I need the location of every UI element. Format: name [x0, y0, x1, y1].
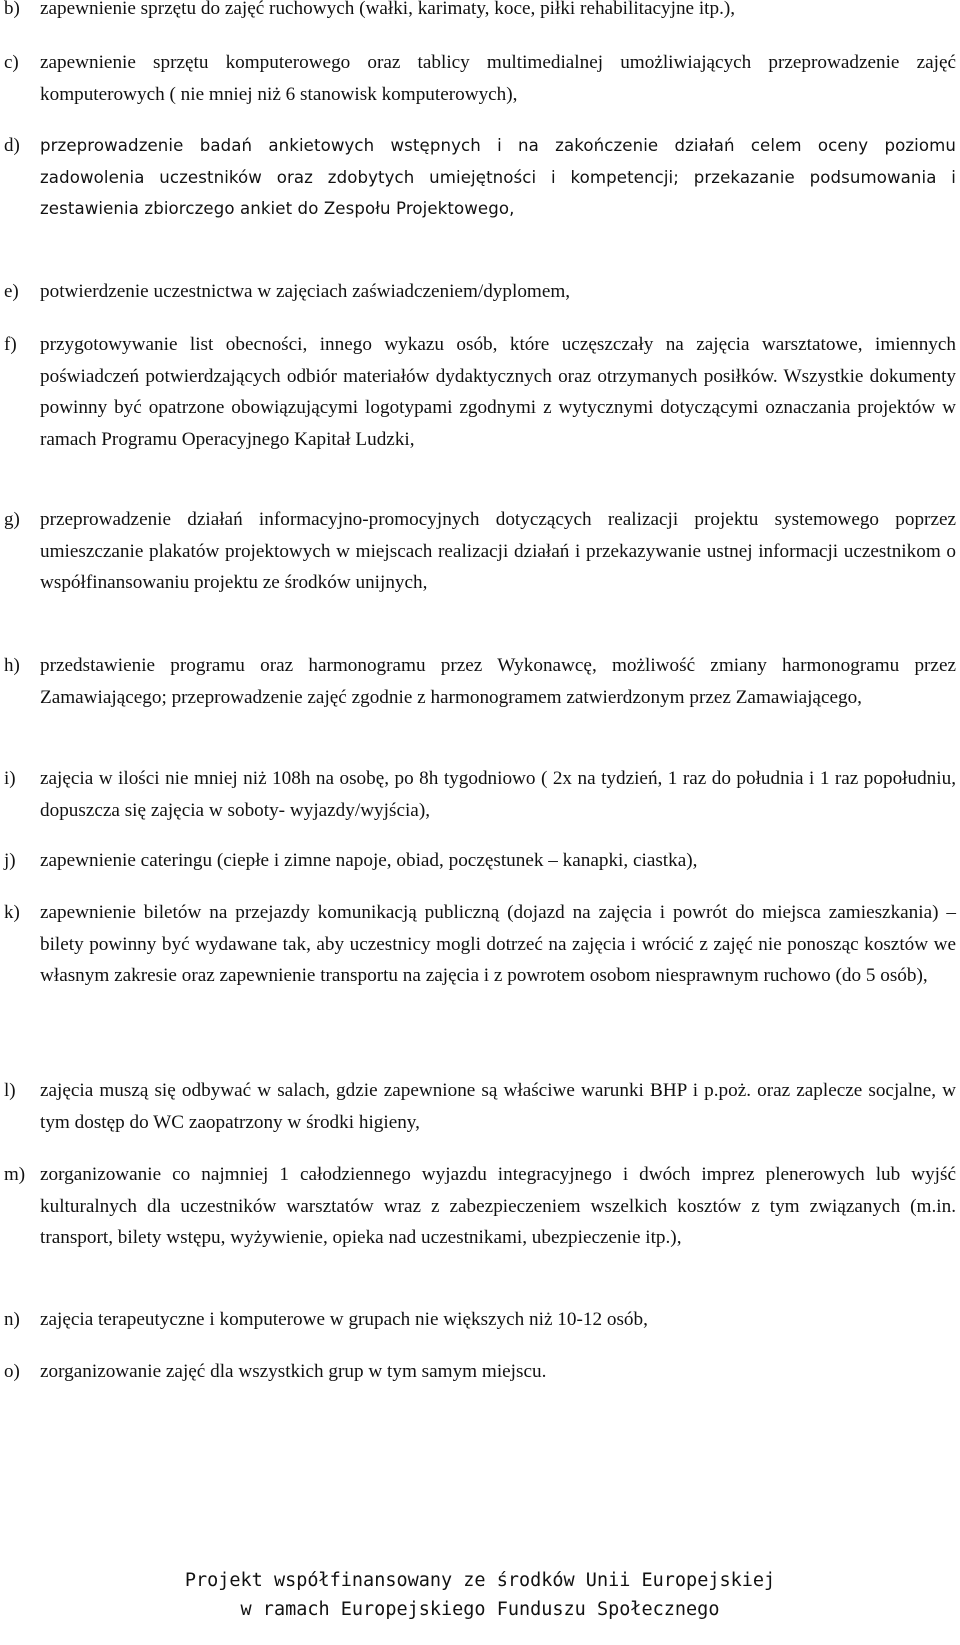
list-item-j: [4, 845, 956, 877]
list-item-text: zorganizowanie zajęć dla wszystkich grup w tym samym miejscu.: [40, 1361, 547, 1382]
list-marker: l): [4, 1080, 16, 1101]
list-item-f: [4, 329, 956, 455]
list-item-text: zorganizowanie co najmniej 1 całodziennego wyjazdu integracyjnego i dwóch imprez plenerowych lub wyjść kulturalnych dla uczestników warsztatów wraz z zabezpieczeniem wszelkich kosztów z tym związanych (m.in. transport, bilety wstępu, wyżywienie, opieka nad uczestnikami, ubezpieczenie itp.),: [40, 1164, 956, 1248]
list-marker: n): [4, 1309, 20, 1330]
list-item-o: [4, 1356, 956, 1388]
list-marker: b): [4, 0, 20, 19]
list-marker: c): [4, 52, 19, 73]
list-marker: d): [4, 135, 20, 156]
list-item-k: [4, 897, 956, 992]
list-marker: k): [4, 902, 20, 923]
list-item-text: zapewnienie sprzętu do zajęć ruchowych (wałki, karimaty, koce, piłki rehabilitacyjne itp.),: [40, 0, 736, 19]
list-marker: h): [4, 655, 20, 676]
list-item-text: zajęcia muszą się odbywać w salach, gdzie zapewnione są właściwe warunki BHP i p.poż. oraz zaplecze socjalne, w tym dostęp do WC zaopatrzony w środki higieny,: [40, 1080, 956, 1133]
list-item-b: [4, 0, 956, 25]
list-marker: m): [4, 1164, 26, 1185]
list-item-text: zapewnienie sprzętu komputerowego oraz tablicy multimedialnej umożliwiających przeprowadzenie zajęć komputerowych ( nie mniej niż 6 stanowisk komputerowych),: [40, 52, 956, 105]
list-marker: f): [4, 334, 17, 355]
list-marker: j): [4, 850, 16, 871]
list-item-l: [4, 1075, 956, 1138]
list-item-text: przygotowywanie list obecności, innego wykazu osób, które uczęszczały na zajęcia warsztatowe, imiennych poświadczeń potwierdzających odbiór materiałów dydaktycznych oraz otrzymanych posiłków. Wszystkie dokumenty powinny być opatrzone obowiązującymi logotypami zgodnymi z wytycznymi dotyczącymi oznaczania projektów w ramach Programu Operacyjnego Kapitał Ludzki,: [40, 334, 956, 450]
list-item-text: zajęcia w ilości nie mniej niż 108h na osobę, po 8h tygodniowo ( 2x na tydzień, 1 raz do południa i 1 raz popołudniu, dopuszcza się zajęcia w soboty- wyjazdy/wyjścia),: [40, 768, 956, 821]
list-item-g: [4, 504, 956, 599]
list-item-h: [4, 650, 956, 713]
list-item-text: przeprowadzenie działań informacyjno-promocyjnych dotyczących realizacji projektu systemowego poprzez umieszczanie plakatów projektowych w miejscach realizacji działań i przekazywanie ustnej informacji uczestnikom o współfinansowaniu projektu ze środków unijnych,: [40, 509, 956, 593]
footer-line-1: Projekt współfinansowany ze środków Unii Europejskiej: [184, 1570, 776, 1591]
list-marker: i): [4, 768, 16, 789]
list-item-m: [4, 1159, 956, 1254]
page-footer: [0, 1566, 960, 1624]
list-item-n: [4, 1304, 956, 1336]
list-item-i: [4, 763, 956, 826]
list-item-e: [4, 276, 956, 308]
list-marker: g): [4, 509, 20, 530]
list-item-c: [4, 47, 956, 110]
footer-line-2: w ramach Europejskiego Funduszu Społecznego: [240, 1599, 720, 1620]
list-marker: o): [4, 1361, 20, 1382]
list-item-text: zapewnienie cateringu (ciepłe i zimne napoje, obiad, poczęstunek – kanapki, ciastka),: [40, 850, 698, 871]
list-item-text: zapewnienie biletów na przejazdy komunikacją publiczną (dojazd na zajęcia i powrót do miejsca zamieszkania) – bilety powinny być wydawane tak, aby uczestnicy mogli dotrzeć na zajęcia i wrócić z zajęć nie ponosząc kosztów we własnym zakresie oraz zapewnienie transportu na zajęcia i z powrotem osobom niesprawnym ruchowo (do 5 osób),: [40, 902, 956, 986]
list-item-text: przedstawienie programu oraz harmonogramu przez Wykonawcę, możliwość zmiany harmonogramu przez Zamawiającego; przeprowadzenie zajęć zgodnie z harmonogramem zatwierdzonym przez Zamawiającego,: [40, 655, 956, 708]
list-item-text: potwierdzenie uczestnictwa w zajęciach zaświadczeniem/dyplomem,: [40, 281, 571, 302]
list-item-d: [4, 130, 956, 225]
list-item-text: przeprowadzenie badań ankietowych wstępnych i na zakończenie działań celem oceny poziomu zadowolenia uczestników oraz zdobytych umiejętności i kompetencji; przekazanie podsumowania i zestawienia zbiorczego ankiet do Zespołu Projektowego,: [40, 136, 956, 218]
list-marker: e): [4, 281, 19, 302]
list-item-text: zajęcia terapeutyczne i komputerowe w grupach nie większych niż 10-12 osób,: [40, 1309, 648, 1330]
